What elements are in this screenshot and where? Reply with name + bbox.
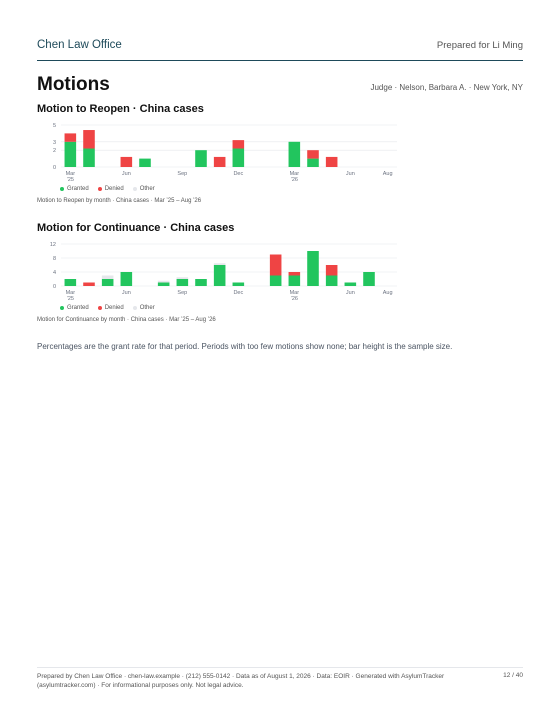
bar-segment-denied: [83, 130, 95, 148]
bar-segment-granted: [289, 142, 301, 167]
x-tick-label: ’25: [66, 296, 75, 301]
x-tick-label: Jun: [121, 171, 131, 177]
legend-item-denied: [98, 305, 124, 311]
bar-segment-granted: [177, 279, 189, 286]
bar-segment-denied: [214, 157, 226, 167]
bar-segment-granted: [270, 276, 282, 287]
y-tick-label: 4: [52, 270, 56, 276]
bar-segment-granted: [233, 283, 245, 287]
bar-segment-denied: [289, 272, 301, 276]
bar-segment-granted: [195, 150, 207, 167]
x-tick-label: Jun: [345, 290, 355, 296]
section-title-reopen: Motion to Reopen · China cases: [37, 103, 204, 115]
bar-segment-granted: [139, 159, 151, 167]
bar-segment-granted: [65, 142, 77, 167]
legend-item-denied: [98, 186, 124, 192]
page-header: [37, 37, 523, 61]
x-tick-label: Mar: [65, 290, 76, 296]
legend-item-other: [133, 186, 155, 192]
legend-label-other: Other: [139, 186, 155, 192]
legend-reopen: [60, 186, 155, 192]
y-tick-label: 3: [52, 139, 56, 146]
chart-continuance: [37, 239, 523, 301]
bar-segment-granted: [326, 276, 338, 287]
bar-segment-granted: [233, 149, 245, 167]
explanatory-note: Percentages are the grant rate for that period. Periods with too few motions show none; bar height is the sample size.: [37, 342, 453, 351]
judge-meta: Judge · Nelson, Barbara A. · New York, NY: [370, 83, 523, 92]
x-tick-label: Mar: [289, 171, 300, 177]
page-number: 12 / 40: [503, 672, 523, 679]
firm-name: Chen Law Office: [37, 39, 122, 51]
x-tick-label: Aug: [382, 290, 393, 296]
y-tick-label: 0: [52, 284, 56, 290]
x-tick-label: Mar: [65, 171, 76, 177]
bar-segment-granted: [195, 279, 207, 286]
bar-segment-denied: [65, 133, 77, 141]
legend-label-denied: Denied: [104, 305, 124, 311]
bar-segment-granted: [307, 159, 319, 167]
legend-item-granted: [60, 186, 89, 192]
footer-text: Prepared by Chen Law Office · chen-law.example · (212) 555-0142 · Data as of August 1, 2026 · Data: EOIR · Generated with AsylumTracker (asylumtracker.com) · For informational purposes only. Not legal advice.: [37, 673, 445, 689]
bar-segment-other: [102, 276, 114, 280]
bar-segment-denied: [233, 140, 245, 148]
bar-segment-denied: [121, 157, 133, 167]
bar-segment-granted: [289, 276, 301, 287]
bar-segment-denied: [326, 265, 338, 276]
bar-segment-granted: [307, 251, 319, 286]
x-tick-label: Mar: [289, 290, 300, 296]
y-tick-label: 5: [52, 123, 56, 129]
bar-segment-granted: [214, 265, 226, 286]
x-tick-label: ’26: [290, 177, 299, 182]
denied-swatch-icon: [98, 187, 102, 191]
x-tick-label: Jun: [345, 171, 355, 177]
granted-swatch-icon: [60, 187, 64, 191]
section-title-continuance: Motion for Continuance · China cases: [37, 222, 235, 234]
other-swatch-icon: [133, 306, 137, 310]
bar-segment-granted: [83, 149, 95, 167]
bar-segment-other: [158, 281, 170, 283]
bar-segment-other: [214, 263, 226, 265]
bar-segment-granted: [102, 279, 114, 286]
y-tick-label: 8: [52, 256, 56, 262]
page-title: Motions: [37, 74, 110, 95]
bar-segment-other: [177, 277, 189, 279]
legend-continuance: [60, 305, 155, 311]
x-tick-label: ’25: [66, 177, 75, 182]
prepared-for: Prepared for Li Ming: [436, 40, 523, 51]
page-footer: [37, 667, 523, 689]
bar-segment-granted: [158, 283, 170, 287]
bar-segment-granted: [65, 279, 77, 286]
chart-reopen-svg: [37, 120, 523, 182]
chart-reopen: [37, 120, 523, 182]
legend-label-granted: Granted: [67, 186, 89, 192]
x-tick-label: Sep: [177, 290, 188, 296]
bar-segment-granted: [345, 283, 357, 287]
legend-label-granted: Granted: [67, 305, 89, 311]
x-tick-label: Aug: [382, 171, 393, 177]
y-tick-label: 0: [52, 165, 56, 171]
x-tick-label: ’26: [290, 296, 299, 301]
bar-segment-granted: [121, 272, 133, 286]
other-swatch-icon: [133, 187, 137, 191]
legend-label-denied: Denied: [104, 186, 124, 192]
legend-label-other: Other: [139, 305, 155, 311]
caption-reopen: Motion to Reopen by month · China cases · Mar ’25 – Aug ’26: [37, 198, 202, 204]
bar-segment-denied: [307, 150, 319, 158]
chart-continuance-svg: [37, 239, 523, 301]
x-tick-label: Sep: [177, 171, 188, 177]
denied-swatch-icon: [98, 306, 102, 310]
x-tick-label: Jun: [121, 290, 131, 296]
bar-segment-denied: [83, 283, 95, 287]
x-tick-label: Dec: [233, 290, 244, 296]
y-tick-label: 12: [49, 242, 56, 248]
y-tick-label: 2: [52, 148, 56, 155]
legend-item-other: [133, 305, 155, 311]
legend-item-granted: [60, 305, 89, 311]
x-tick-label: Dec: [233, 171, 244, 177]
bar-segment-denied: [270, 255, 282, 276]
granted-swatch-icon: [60, 306, 64, 310]
bar-segment-denied: [326, 157, 338, 167]
caption-continuance: Motion for Continuance by month · China cases · Mar ’25 – Aug ’26: [37, 317, 216, 323]
bar-segment-granted: [363, 272, 375, 286]
